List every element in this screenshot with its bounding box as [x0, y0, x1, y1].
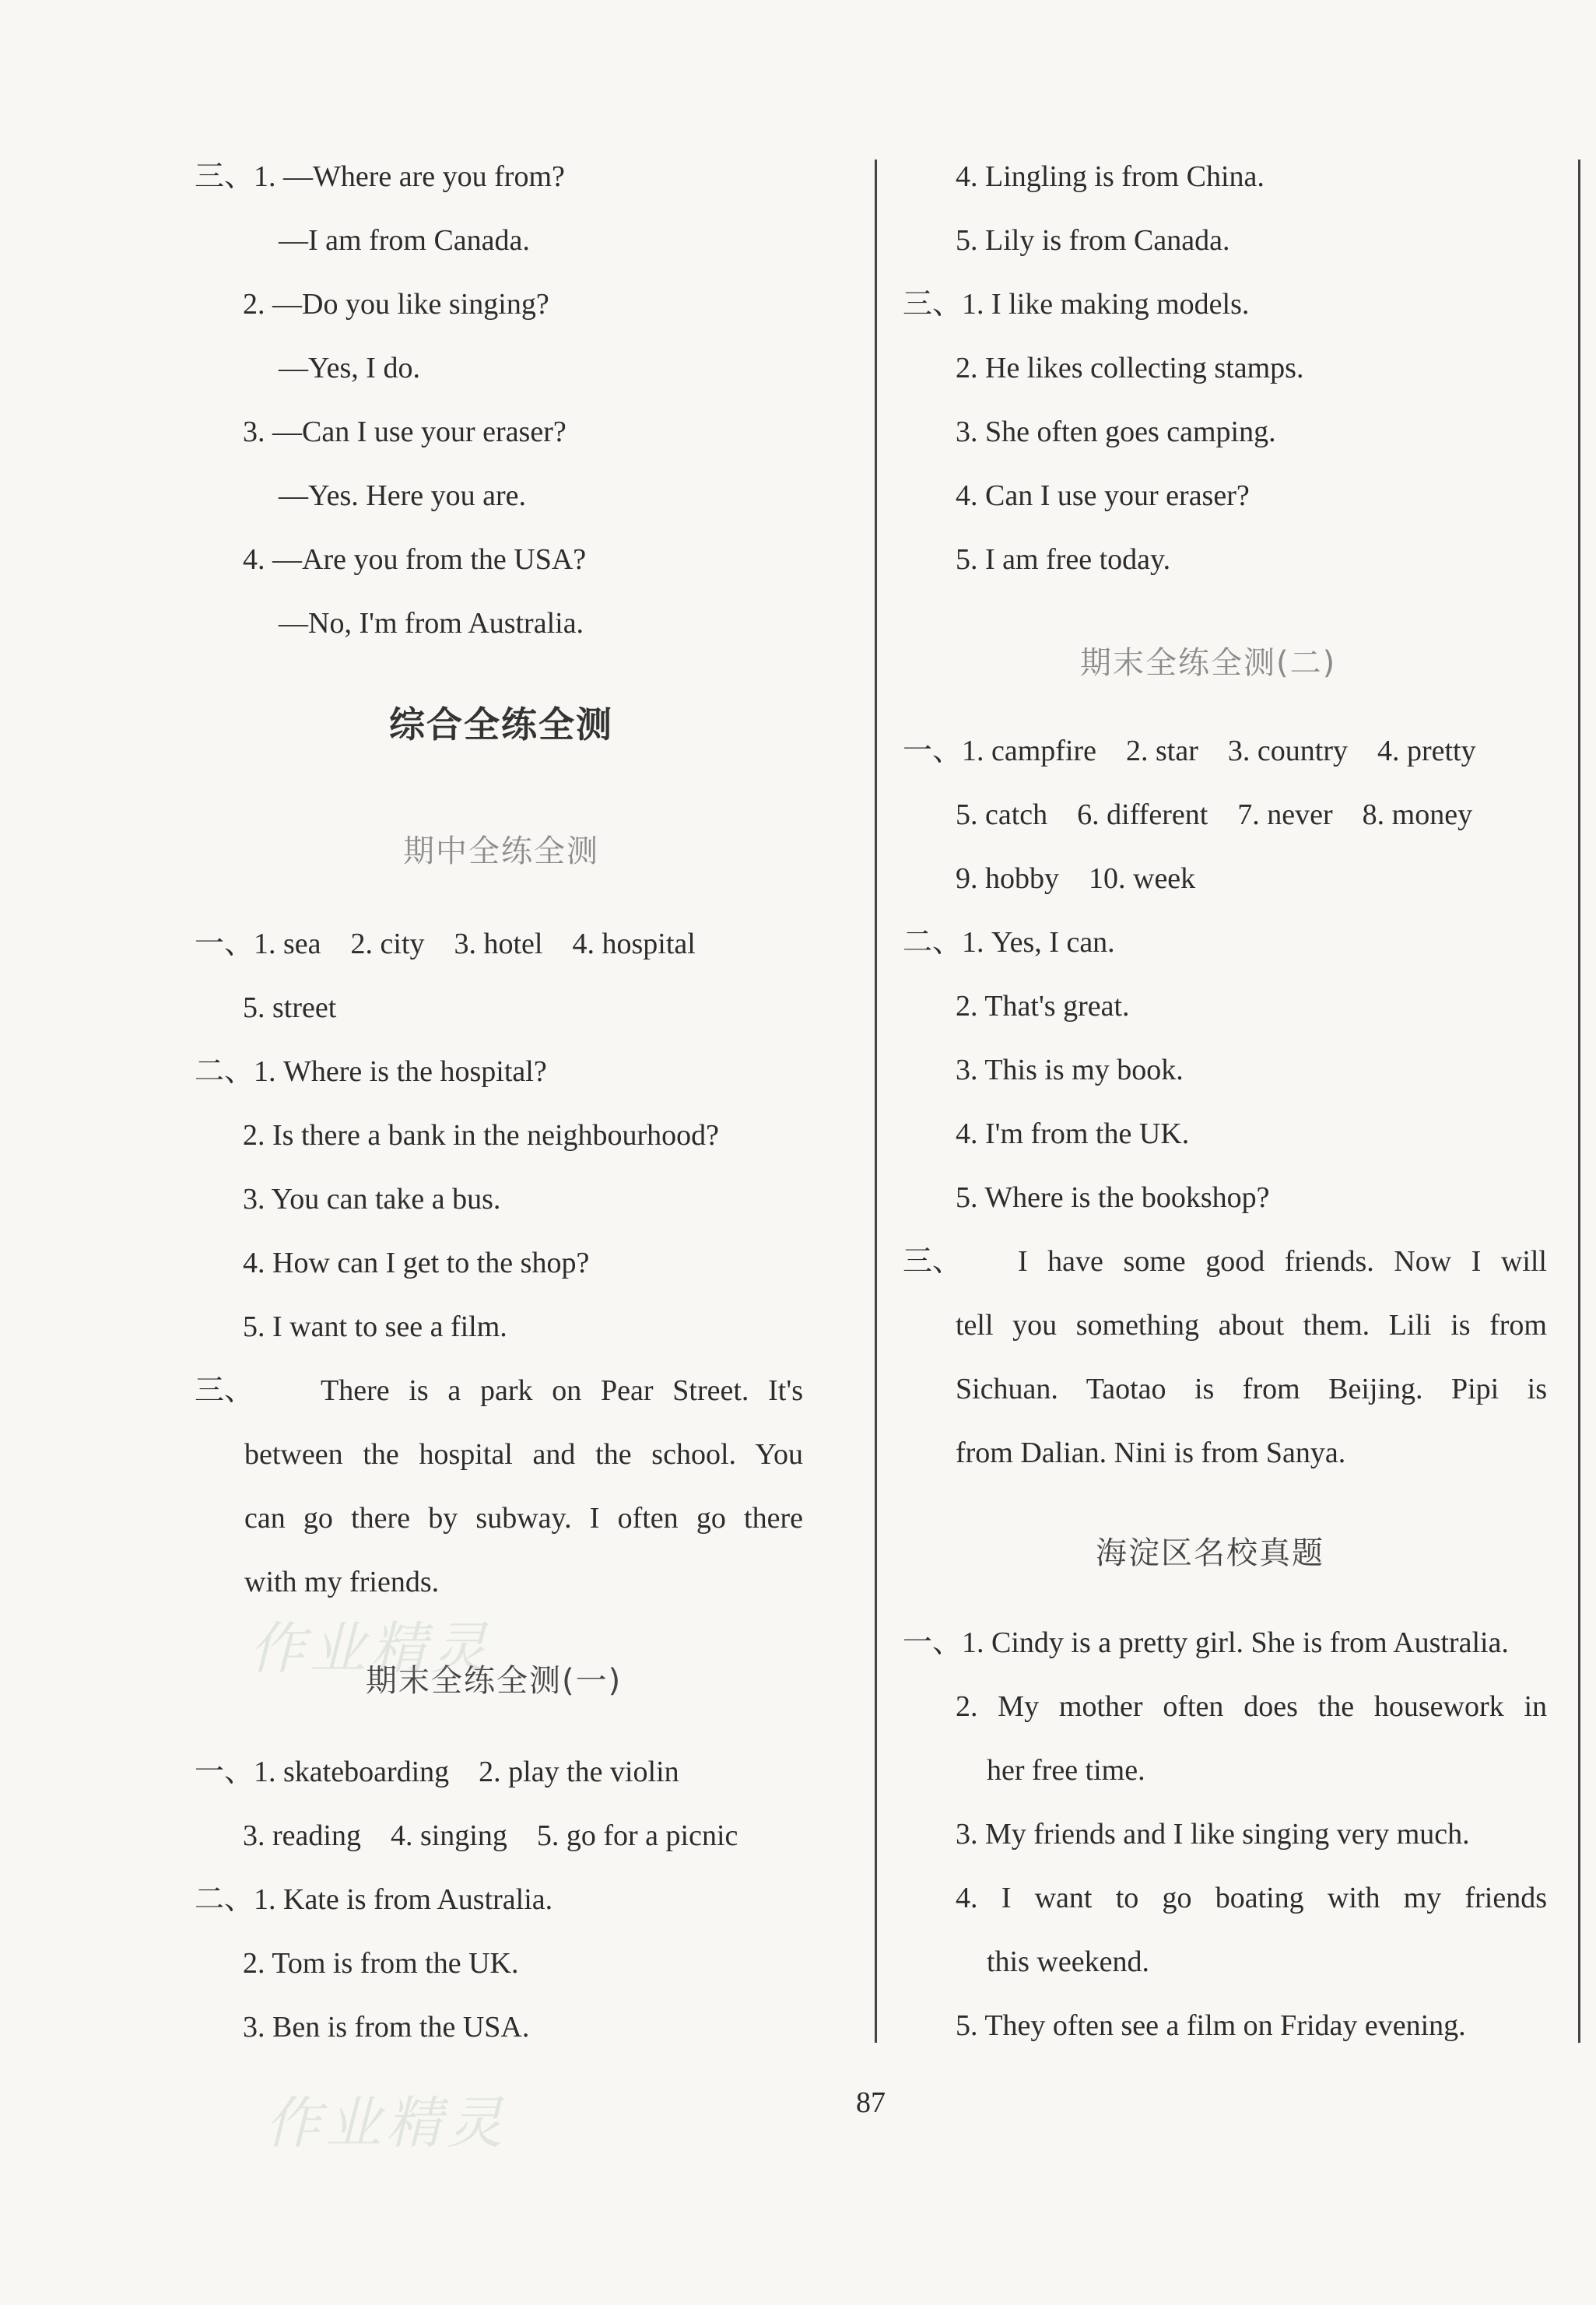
answer-line: 2. My mother often does the housework in — [956, 1690, 1547, 1723]
watermark: 作业精灵 — [249, 1616, 493, 1681]
answer-line: 5. Where is the bookshop? — [956, 1181, 1270, 1214]
answer-line: —Yes. Here you are. — [279, 479, 527, 512]
answer-line: 2. Tom is from the UK. — [243, 1947, 519, 1980]
answer-line: 2. He likes collecting stamps. — [956, 352, 1304, 384]
answer-line: 三、1. —Where are you from? — [195, 160, 565, 193]
answer-line: this weekend. — [987, 1945, 1149, 1978]
answer-line: 二、1. Yes, I can. — [903, 926, 1115, 959]
answer-line: 4. I'm from the UK. — [956, 1117, 1190, 1150]
answer-line: 4. I want to go boating with my friends — [956, 1882, 1547, 1914]
answer-line: 4. Lingling is from China. — [956, 160, 1265, 193]
answer-line: 二、1. Where is the hospital? — [195, 1055, 547, 1088]
passage-line: with my friends. — [244, 1566, 440, 1598]
answer-line: 3. This is my book. — [956, 1054, 1184, 1086]
answer-line: 9. hobby 10. week — [956, 862, 1196, 895]
answer-line: 3. —Can I use your eraser? — [243, 416, 566, 448]
answer-line: 5. I want to see a film. — [243, 1310, 507, 1343]
answer-line: 5. I am free today. — [956, 543, 1171, 576]
passage-line: tell you something about them. Lili is from — [956, 1309, 1547, 1342]
section-title-final-1: 期末全练全测(一) — [366, 1663, 623, 1699]
answer-line: 一、1. campfire 2. star 3. country 4. pretty — [903, 735, 1476, 767]
answer-line: 二、1. Kate is from Australia. — [195, 1883, 553, 1916]
answer-line: 2. That's great. — [956, 990, 1130, 1023]
section-title-main: 综合全练全测 — [389, 703, 613, 746]
answer-line: 4. —Are you from the USA? — [243, 543, 587, 576]
answer-line: 一、1. sea 2. city 3. hotel 4. hospital — [195, 928, 696, 960]
answer-line: her free time. — [987, 1754, 1145, 1787]
answer-line: 5. catch 6. different 7. never 8. money — [956, 798, 1473, 831]
answer-line: 3. My friends and I like singing very much. — [956, 1818, 1470, 1851]
page-number: 87 — [856, 2086, 886, 2119]
answer-line: 三、 — [903, 1245, 963, 1278]
answer-line: 3. Ben is from the USA. — [243, 2011, 530, 2044]
watermark: 作业精灵 — [265, 2090, 508, 2156]
answer-line: —No, I'm from Australia. — [279, 607, 584, 640]
answer-line: 三、 — [195, 1374, 254, 1407]
passage-line: There is a park on Pear Street. It's — [321, 1374, 803, 1407]
answer-line: 一、1. Cindy is a pretty girl. She is from Australia. — [903, 1626, 1509, 1659]
answer-line: 3. She often goes camping. — [956, 416, 1276, 448]
answer-line: 4. Can I use your eraser? — [956, 479, 1250, 512]
column-divider — [1578, 160, 1580, 2043]
answer-line: 3. reading 4. singing 5. go for a picnic — [243, 1819, 738, 1852]
answer-line: —I am from Canada. — [279, 224, 530, 257]
passage-line: can go there by subway. I often go there — [244, 1502, 803, 1535]
answer-line: 3. You can take a bus. — [243, 1183, 501, 1216]
passage-line: Sichuan. Taotao is from Beijing. Pipi is — [956, 1373, 1547, 1405]
passage-line: between the hospital and the school. You — [244, 1438, 803, 1471]
answer-line: 2. Is there a bank in the neighbourhood? — [243, 1119, 720, 1152]
section-title-final-2: 期末全练全测(二) — [1080, 645, 1337, 681]
section-title-midterm: 期中全练全测 — [403, 833, 599, 869]
answer-line: 4. How can I get to the shop? — [243, 1247, 590, 1279]
answer-line: 5. Lily is from Canada. — [956, 224, 1230, 257]
answer-line: 一、1. skateboarding 2. play the violin — [195, 1756, 679, 1788]
passage-line: I have some good friends. Now I will — [1018, 1245, 1547, 1278]
answer-line: 5. street — [243, 991, 337, 1024]
passage-line: from Dalian. Nini is from Sanya. — [956, 1437, 1346, 1469]
answer-line: 三、1. I like making models. — [903, 288, 1250, 321]
answer-line: 2. —Do you like singing? — [243, 288, 549, 321]
answer-line: 5. They often see a film on Friday evening. — [956, 2009, 1466, 2042]
section-title-haidian: 海淀区名校真题 — [1096, 1535, 1324, 1571]
answer-line: —Yes, I do. — [279, 352, 420, 384]
column-divider — [875, 160, 877, 2043]
